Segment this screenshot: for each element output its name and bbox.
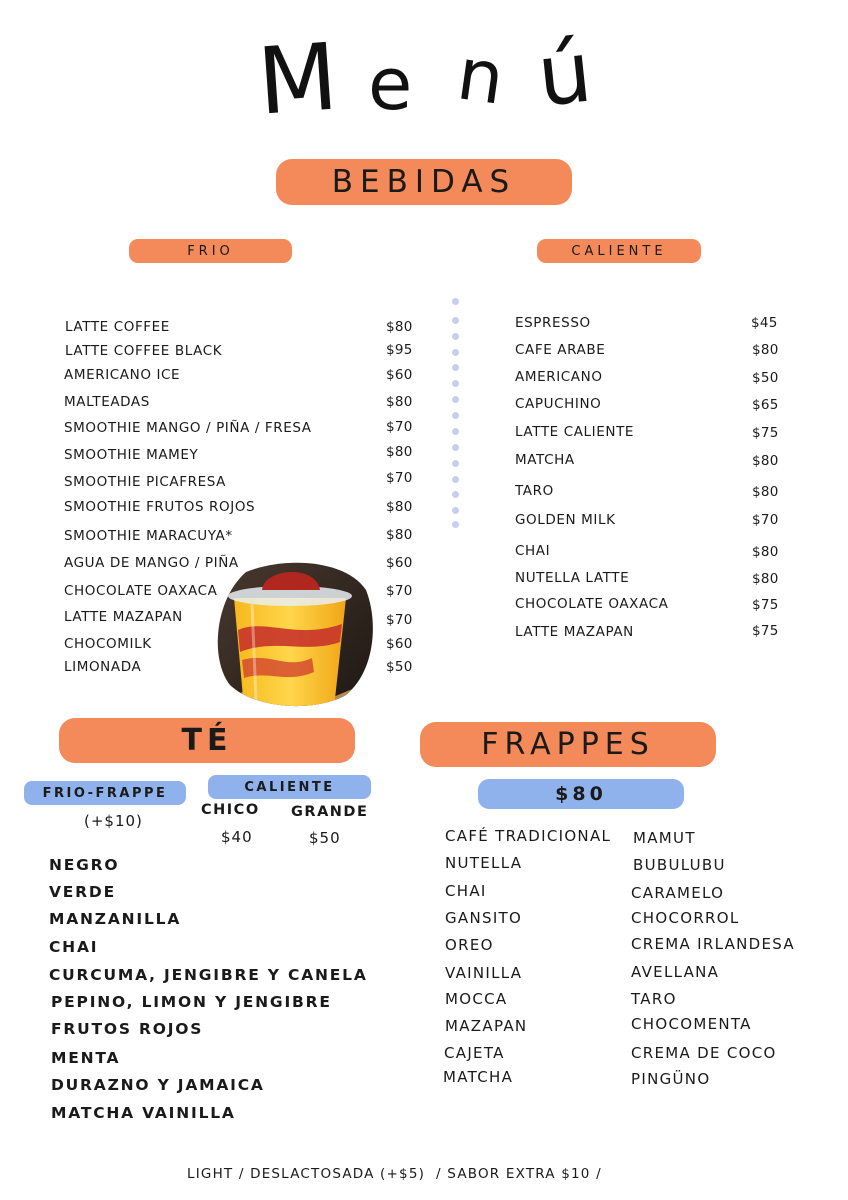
- bebidas-header: [276, 159, 572, 205]
- frio-item-name: LATTE COFFEE BLACK: [65, 343, 223, 359]
- frappe-item: CHOCOMENTA: [631, 1015, 752, 1033]
- frappes-price: $80: [555, 783, 607, 805]
- frio-item-price: $80: [386, 394, 413, 410]
- frio-label: FRIO: [187, 243, 234, 259]
- grande-price: $50: [309, 829, 341, 847]
- te-item: PEPINO, LIMON Y JENGIBRE: [51, 993, 332, 1011]
- te-item: CURCUMA, JENGIBRE Y CANELA: [49, 966, 368, 984]
- caliente-item-name: NUTELLA LATTE: [515, 570, 630, 586]
- caliente-item-price: $70: [752, 512, 779, 528]
- frio-label-pill: [129, 239, 292, 263]
- chico-price: $40: [221, 828, 253, 846]
- caliente-item-price: $75: [752, 623, 779, 639]
- frio-item-price: $70: [386, 612, 413, 628]
- te-item: MENTA: [51, 1049, 121, 1067]
- caliente-item-name: CHOCOLATE OAXACA: [515, 596, 669, 612]
- te-item: MANZANILLA: [49, 910, 182, 928]
- caliente-item-price: $45: [751, 315, 778, 331]
- frappe-item: CHAI: [445, 882, 487, 900]
- frio-item-price: $60: [386, 367, 413, 383]
- te-item: DURAZNO Y JAMAICA: [51, 1076, 265, 1094]
- frio-item-price: $60: [386, 636, 413, 652]
- frio-item-name: MALTEADAS: [64, 394, 150, 410]
- caliente-item-price: $50: [752, 370, 779, 386]
- frappe-item: MOCCA: [445, 990, 508, 1008]
- frio-item-name: LATTE COFFEE: [65, 319, 170, 335]
- te-item: NEGRO: [49, 856, 120, 874]
- frio-frappe-label: FRIO-FRAPPE: [42, 785, 168, 801]
- frappe-item: TARO: [631, 990, 677, 1008]
- frappe-item: MAZAPAN: [445, 1017, 528, 1035]
- frio-item-price: $95: [386, 342, 413, 358]
- frappe-item: OREO: [445, 936, 494, 954]
- smoothie-photo: [216, 560, 374, 708]
- frio-item-name: AGUA DE MANGO / PIÑA: [64, 555, 239, 571]
- frappe-item: PINGÜNO: [631, 1070, 711, 1088]
- frio-item-price: $50: [386, 659, 413, 675]
- frio-item-price: $70: [386, 583, 413, 599]
- caliente-item-name: CAPUCHINO: [515, 396, 602, 412]
- frio-item-name: SMOOTHIE MARACUYA*: [64, 528, 233, 544]
- te-item: FRUTOS ROJOS: [51, 1020, 204, 1038]
- frappe-item: CAFÉ TRADICIONAL: [445, 827, 612, 845]
- caliente-item-price: $80: [752, 544, 779, 560]
- caliente-item-price: $80: [752, 484, 779, 500]
- frio-item-name: AMERICANO ICE: [64, 367, 181, 383]
- frio-item-name: SMOOTHIE MAMEY: [64, 447, 199, 463]
- grande-label: GRANDE: [291, 804, 369, 820]
- caliente-item-name: LATTE CALIENTE: [515, 424, 635, 440]
- frio-item-price: $70: [386, 470, 413, 486]
- title-letter-n: n: [452, 31, 510, 121]
- caliente-item-name: MATCHA: [515, 452, 575, 468]
- frappes-header-label: FRAPPES: [481, 727, 655, 762]
- caliente-item-name: TARO: [515, 483, 554, 499]
- caliente-item-name: ESPRESSO: [515, 315, 591, 331]
- title-letter-u: ú: [533, 22, 597, 126]
- bebidas-header-label: BEBIDAS: [331, 164, 517, 200]
- te-item: MATCHA VAINILLA: [51, 1104, 236, 1122]
- caliente-item-price: $80: [752, 571, 779, 587]
- frio-item-name: CHOCOMILK: [64, 636, 152, 652]
- te-item: CHAI: [49, 938, 99, 956]
- caliente-label-pill: [537, 239, 701, 263]
- frappe-item: MAMUT: [633, 829, 696, 847]
- frappe-item: CREMA IRLANDESA: [631, 935, 795, 953]
- frio-frappe-pill: [24, 781, 186, 805]
- frappe-item: CREMA DE COCO: [631, 1044, 777, 1062]
- te-item: VERDE: [49, 883, 116, 901]
- frio-item-name: SMOOTHIE MANGO / PIÑA / FRESA: [64, 420, 312, 436]
- frio-item-price: $80: [386, 319, 413, 335]
- frappe-item: VAINILLA: [445, 964, 523, 982]
- caliente-label: CALIENTE: [571, 243, 667, 259]
- frio-item-price: $60: [386, 555, 413, 571]
- frio-item-price: $70: [386, 419, 413, 435]
- title-letter-m: M: [254, 23, 341, 136]
- frio-item-price: $80: [386, 499, 413, 515]
- frappes-price-pill: [478, 779, 684, 809]
- caliente-item-name: CAFE ARABE: [515, 342, 606, 358]
- frio-item-name: SMOOTHIE FRUTOS ROJOS: [64, 499, 256, 515]
- frappe-item: CAJETA: [444, 1044, 505, 1062]
- te-header-label: TÉ: [181, 723, 233, 758]
- chico-label: CHICO: [201, 802, 260, 818]
- caliente-item-price: $80: [752, 453, 779, 469]
- caliente-item-name: AMERICANO: [515, 369, 603, 385]
- te-header: [59, 718, 355, 763]
- frappe-item: MATCHA: [443, 1068, 514, 1086]
- frappe-item: AVELLANA: [631, 963, 720, 981]
- frappes-header: [420, 722, 716, 767]
- te-caliente-pill: [208, 775, 371, 799]
- title-letter-e: e: [368, 42, 413, 126]
- caliente-item-price: $75: [752, 597, 779, 613]
- frio-item-name: CHOCOLATE OAXACA: [64, 583, 218, 599]
- frappe-item: CARAMELO: [631, 884, 725, 902]
- caliente-item-price: $80: [752, 342, 779, 358]
- te-caliente-label: CALIENTE: [244, 779, 335, 795]
- frappe-item: NUTELLA: [445, 854, 523, 872]
- frappe-item: BUBULUBU: [633, 856, 726, 874]
- caliente-item-price: $65: [752, 397, 779, 413]
- frio-item-price: $80: [386, 444, 413, 460]
- frio-item-name: SMOOTHIE PICAFRESA: [64, 474, 226, 490]
- caliente-item-name: CHAI: [515, 543, 551, 559]
- caliente-item-name: LATTE MAZAPAN: [515, 624, 634, 640]
- frio-item-name: LIMONADA: [64, 659, 142, 675]
- footer-note: LIGHT / DESLACTOSADA (+$5) / SABOR EXTRA $10 /: [187, 1166, 602, 1182]
- frio-item-price: $80: [386, 527, 413, 543]
- frappe-item: GANSITO: [445, 909, 523, 927]
- frio-frappe-extra: (+$10): [84, 812, 143, 830]
- caliente-item-price: $75: [752, 425, 779, 441]
- frappe-item: CHOCORROL: [631, 909, 740, 927]
- caliente-item-name: GOLDEN MILK: [515, 512, 616, 528]
- frio-item-name: LATTE MAZAPAN: [64, 609, 183, 625]
